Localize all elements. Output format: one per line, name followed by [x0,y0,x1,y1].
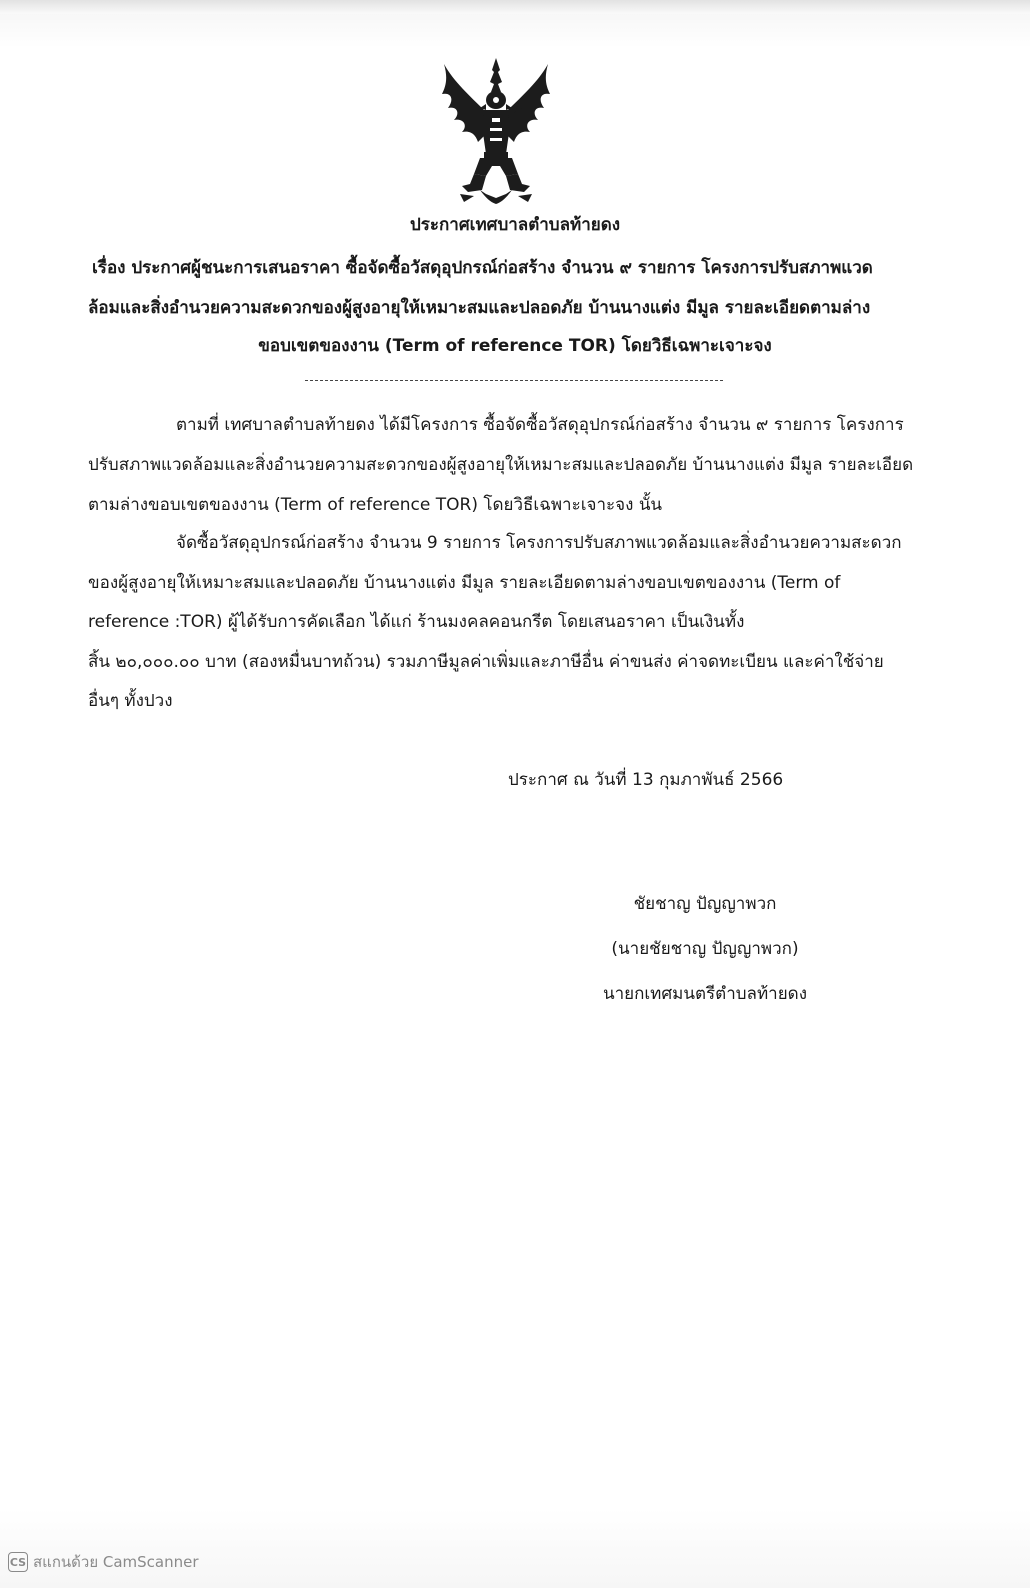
header-divider [305,380,723,381]
agency-title: ประกาศเทศบาลตำบลท้ายดง [409,215,621,235]
paragraph-2-line-3: reference :TOR) ผู้ได้รับการคัดเลือก ได้แก่ ร้านมงคลคอนกรีต โดยเสนอราคา เป็นเงินทั้ง [88,612,745,632]
printed-name: (นายชัยชาญ ปัญญาพวก) [611,939,799,959]
garuda-emblem-icon [440,56,552,206]
paragraph-1-line-1: ตามที่ เทศบาลตำบลท้ายดง ได้มีโครงการ ซื้อจัดซื้อวัสดุอุปกรณ์ก่อสร้าง จำนวน ๙ รายการ โครงการ [176,415,904,435]
camscanner-watermark [8,1550,199,1574]
subject-line-3: ขอบเขตของงาน (Term of reference TOR) โดยวิธีเฉพาะเจาะจง [258,336,772,356]
paragraph-1-line-2: ปรับสภาพแวดล้อมและสิ่งอำนวยความสะดวกของผู้สูงอายุให้เหมาะสมและปลอดภัย บ้านนางแต่ง มีมูล รายละเอียด [88,455,914,475]
signature-name: ชัยชาญ ปัญญาพวก [633,894,777,914]
scan-edge [0,0,1030,14]
paragraph-1-line-3: ตามล่างขอบเขตของงาน (Term of reference TOR) โดยวิธีเฉพาะเจาะจง นั้น [88,495,663,515]
camscanner-logo-icon: CS [8,1552,28,1572]
subject-line-2: ล้อมและสิ่งอำนวยความสะดวกของผู้สูงอายุให้เหมาะสมและปลอดภัย บ้านนางแต่ง มีมูล รายละเอียดตามล่าง [88,298,871,318]
camscanner-text: สแกนด้วย CamScanner [33,1553,199,1571]
paragraph-2-line-4: สิ้น ๒๐,๐๐๐.๐๐ บาท (สองหมื่นบาทถ้วน) รวมภาษีมูลค่าเพิ่มและภาษีอื่น ค่าขนส่ง ค่าจดทะเบียน และค่าใช้จ่าย [88,652,884,672]
paragraph-2-line-1: จัดซื้อวัสดุอุปกรณ์ก่อสร้าง จำนวน 9 รายการ โครงการปรับสภาพแวดล้อมและสิ่งอำนวยความสะดวก [176,533,902,553]
official-position: นายกเทศมนตรีตำบลท้ายดง [602,984,808,1004]
announcement-date: ประกาศ ณ วันที่ 13 กุมภาพันธ์ 2566 [508,770,784,790]
paragraph-2-line-2: ของผู้สูงอายุให้เหมาะสมและปลอดภัย บ้านนางแต่ง มีมูล รายละเอียดตามล่างขอบเขตของงาน (Term of [88,573,841,593]
subject-line-1: เรื่อง ประกาศผู้ชนะการเสนอราคา ซื้อจัดซื้อวัสดุอุปกรณ์ก่อสร้าง จำนวน ๙ รายการ โครงการปรับสภาพแวด [92,258,873,278]
paragraph-2-line-5: อื่นๆ ทั้งปวง [88,691,173,711]
